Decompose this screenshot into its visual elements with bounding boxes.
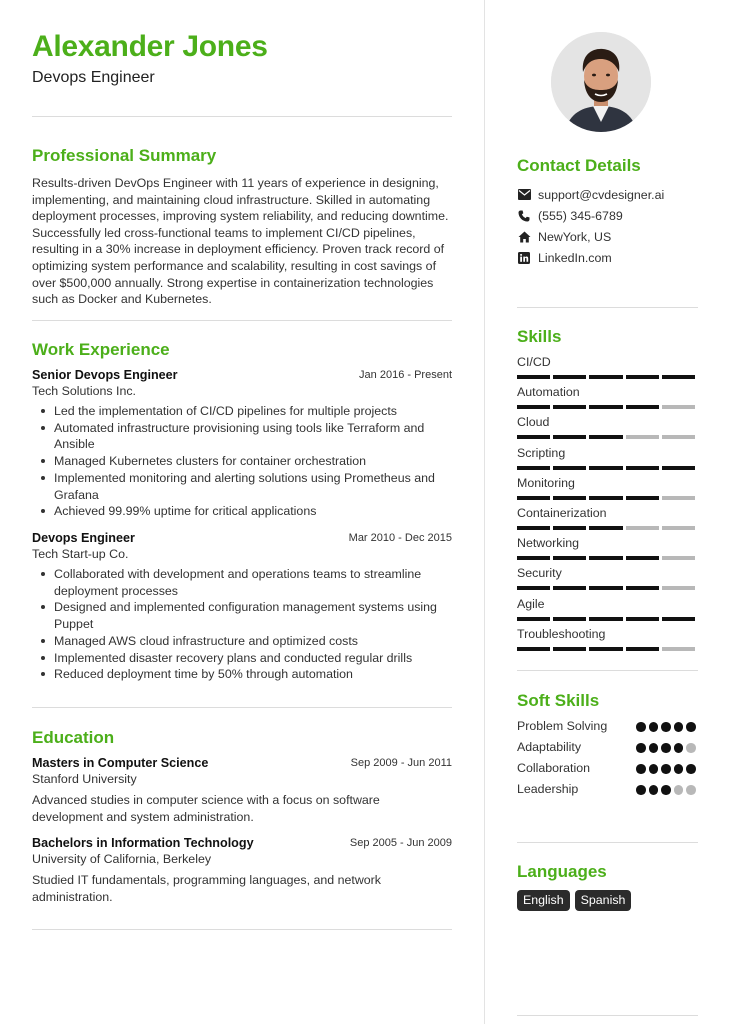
soft-skill-rating bbox=[636, 743, 696, 753]
skill-level-segment bbox=[589, 526, 622, 530]
job-bullet: Led the implementation of CI/CD pipelines for multiple projects bbox=[32, 403, 452, 420]
skill-level-segment bbox=[517, 375, 550, 379]
contact-location-text: NewYork, US bbox=[538, 229, 612, 244]
profile-photo bbox=[551, 32, 651, 132]
skill-level-segment bbox=[662, 405, 695, 409]
education-school: Stanford University bbox=[32, 772, 137, 786]
rating-dot bbox=[674, 743, 684, 753]
rating-dot bbox=[649, 785, 659, 795]
contact-list bbox=[517, 184, 698, 268]
phone-icon bbox=[517, 209, 531, 223]
skill-level-bar bbox=[517, 375, 695, 379]
skill-name: Cloud bbox=[517, 415, 550, 430]
rating-dot bbox=[636, 764, 646, 774]
skill-level-segment bbox=[626, 586, 659, 590]
job-entry bbox=[32, 531, 452, 683]
skill-level-segment bbox=[589, 435, 622, 439]
skill-name: Networking bbox=[517, 536, 579, 551]
skill-level-segment bbox=[589, 405, 622, 409]
linkedin-icon bbox=[517, 251, 531, 265]
summary-heading: Professional Summary bbox=[32, 146, 217, 165]
envelope-icon bbox=[517, 188, 531, 202]
contact-phone-text: (555) 345-6789 bbox=[538, 208, 623, 223]
soft-skill-name: Problem Solving bbox=[517, 719, 608, 733]
skill-level-segment bbox=[553, 647, 586, 651]
summary-text: Results-driven DevOps Engineer with 11 years of experience in designing, implementing, and maintaining cloud infrastructure. Skilled in automating deployment processes, improving system reliability, and reducing downtime. Successfully led cross-functional teams to implement CI/CD pipelines, resulting in a 30% increase in deployment efficiency. Proven track record of optimizing system performance and scalability, resulting in cost savings of over $500,000 annually. Strong expertise in containerization technologies such as Docker and Kubernetes. bbox=[32, 176, 449, 307]
skill-level-segment bbox=[662, 375, 695, 379]
skill-level-bar bbox=[517, 435, 695, 439]
skill-level-segment bbox=[553, 405, 586, 409]
skill-level-segment bbox=[626, 466, 659, 470]
job-bullet: Collaborated with development and operations teams to streamline deployment processes bbox=[32, 566, 452, 599]
skill-level-segment bbox=[662, 435, 695, 439]
skill-level-segment bbox=[662, 556, 695, 560]
skill-level-segment bbox=[662, 617, 695, 621]
education-divider bbox=[32, 929, 452, 930]
skill-level-bar bbox=[517, 556, 695, 560]
skill-item bbox=[517, 476, 698, 506]
job-company: Tech Solutions Inc. bbox=[32, 384, 137, 398]
job-company: Tech Start-up Co. bbox=[32, 547, 129, 561]
skill-item bbox=[517, 566, 698, 596]
soft-skill-name: Adaptability bbox=[517, 740, 582, 754]
rating-dot bbox=[686, 743, 696, 753]
skills-divider bbox=[517, 670, 698, 671]
rating-dot bbox=[661, 785, 671, 795]
job-bullet: Implemented disaster recovery plans and conducted regular drills bbox=[32, 650, 452, 667]
experience-divider bbox=[32, 707, 452, 708]
skill-name: Monitoring bbox=[517, 475, 575, 490]
skill-name: Troubleshooting bbox=[517, 626, 606, 641]
skill-item bbox=[517, 415, 698, 445]
skill-level-segment bbox=[517, 496, 550, 500]
job-entry bbox=[32, 368, 452, 520]
soft-skill-rating bbox=[636, 764, 696, 774]
rating-dot bbox=[674, 785, 684, 795]
skill-item bbox=[517, 355, 698, 385]
rating-dot bbox=[649, 743, 659, 753]
soft-skill-rating bbox=[636, 722, 696, 732]
skill-item bbox=[517, 385, 698, 415]
languages-list bbox=[517, 890, 631, 911]
skill-level-segment bbox=[553, 435, 586, 439]
skills-heading: Skills bbox=[517, 327, 562, 346]
skill-level-segment bbox=[589, 586, 622, 590]
skill-level-segment bbox=[517, 647, 550, 651]
rating-dot bbox=[686, 722, 696, 732]
skill-level-bar bbox=[517, 586, 695, 590]
skill-name: CI/CD bbox=[517, 355, 551, 369]
skill-level-segment bbox=[553, 586, 586, 590]
skill-level-bar bbox=[517, 647, 695, 651]
rating-dot bbox=[686, 785, 696, 795]
job-bullets bbox=[32, 566, 452, 683]
languages-divider bbox=[517, 1015, 698, 1016]
contact-email-text: support@cvdesigner.ai bbox=[538, 187, 665, 202]
column-divider bbox=[484, 0, 485, 1024]
contact-divider bbox=[517, 307, 698, 308]
skill-level-segment bbox=[517, 526, 550, 530]
skill-level-segment bbox=[589, 647, 622, 651]
skill-level-segment bbox=[517, 556, 550, 560]
skill-item bbox=[517, 506, 698, 536]
skill-level-segment bbox=[589, 466, 622, 470]
skill-item bbox=[517, 536, 698, 566]
skill-level-segment bbox=[662, 647, 695, 651]
soft-skill-name: Collaboration bbox=[517, 761, 591, 775]
candidate-name: Alexander Jones bbox=[32, 30, 268, 63]
skill-level-segment bbox=[589, 496, 622, 500]
soft-skill-item bbox=[517, 719, 698, 740]
rating-dot bbox=[649, 722, 659, 732]
job-bullet: Designed and implemented configuration management systems using Puppet bbox=[32, 599, 452, 632]
job-bullet: Managed AWS cloud infrastructure and optimized costs bbox=[32, 633, 452, 650]
education-school: University of California, Berkeley bbox=[32, 852, 212, 866]
rating-dot bbox=[649, 764, 659, 774]
skill-level-segment bbox=[553, 617, 586, 621]
contact-linkedin[interactable] bbox=[517, 247, 698, 268]
contact-heading: Contact Details bbox=[517, 156, 641, 175]
education-description: Studied IT fundamentals, programming languages, and network administration. bbox=[32, 873, 381, 904]
education-degree: Bachelors in Information Technology bbox=[32, 836, 254, 850]
soft-skill-name: Leadership bbox=[517, 782, 579, 796]
skill-level-segment bbox=[517, 617, 550, 621]
skill-name: Agile bbox=[517, 596, 545, 611]
soft-skill-item bbox=[517, 761, 698, 782]
skill-level-segment bbox=[626, 526, 659, 530]
rating-dot bbox=[636, 785, 646, 795]
skill-level-segment bbox=[589, 375, 622, 379]
rating-dot bbox=[661, 743, 671, 753]
job-bullet: Managed Kubernetes clusters for container orchestration bbox=[32, 453, 452, 470]
skill-level-segment bbox=[517, 586, 550, 590]
rating-dot bbox=[636, 722, 646, 732]
experience-heading: Work Experience bbox=[32, 340, 170, 359]
education-entry bbox=[32, 836, 452, 905]
education-degree: Masters in Computer Science bbox=[32, 756, 209, 770]
skill-level-segment bbox=[626, 617, 659, 621]
skill-level-segment bbox=[662, 496, 695, 500]
contact-email[interactable] bbox=[517, 184, 698, 205]
job-bullet: Implemented monitoring and alerting solutions using Prometheus and Grafana bbox=[32, 470, 452, 503]
soft-skills-heading: Soft Skills bbox=[517, 691, 600, 710]
job-title: Devops Engineer bbox=[32, 531, 135, 545]
rating-dot bbox=[686, 764, 696, 774]
contact-linkedin-text: LinkedIn.com bbox=[538, 250, 612, 265]
skill-name: Scripting bbox=[517, 445, 566, 460]
skill-level-segment bbox=[553, 526, 586, 530]
skill-level-segment bbox=[626, 405, 659, 409]
skill-item bbox=[517, 627, 698, 657]
skill-level-segment bbox=[553, 496, 586, 500]
skill-level-segment bbox=[589, 556, 622, 560]
header-divider bbox=[32, 116, 452, 117]
skill-level-segment bbox=[553, 375, 586, 379]
soft-skills-list bbox=[517, 719, 698, 803]
rating-dot bbox=[674, 722, 684, 732]
job-bullets bbox=[32, 403, 452, 520]
skill-level-segment bbox=[517, 466, 550, 470]
skill-level-segment bbox=[626, 496, 659, 500]
job-bullet: Reduced deployment time by 50% through automation bbox=[32, 666, 452, 683]
skill-name: Automation bbox=[517, 385, 580, 400]
skill-level-bar bbox=[517, 496, 695, 500]
skill-name: Containerization bbox=[517, 505, 607, 520]
job-title: Senior Devops Engineer bbox=[32, 368, 178, 382]
skill-level-bar bbox=[517, 466, 695, 470]
job-dates: Mar 2010 - Dec 2015 bbox=[348, 532, 452, 544]
skill-level-segment bbox=[553, 466, 586, 470]
education-dates: Sep 2005 - Jun 2009 bbox=[349, 837, 452, 849]
candidate-title: Devops Engineer bbox=[32, 69, 155, 86]
skills-list bbox=[517, 355, 698, 657]
soft-skills-divider bbox=[517, 842, 698, 843]
skill-item bbox=[517, 446, 698, 476]
skill-level-segment bbox=[662, 466, 695, 470]
skill-level-segment bbox=[626, 647, 659, 651]
skill-level-segment bbox=[626, 556, 659, 560]
rating-dot bbox=[674, 764, 684, 774]
languages-heading: Languages bbox=[517, 862, 607, 881]
education-dates: Sep 2009 - Jun 2011 bbox=[350, 757, 452, 769]
job-bullet: Achieved 99.99% uptime for critical applications bbox=[32, 503, 452, 520]
skill-item bbox=[517, 597, 698, 627]
skill-level-bar bbox=[517, 617, 695, 621]
summary-divider bbox=[32, 320, 452, 321]
education-heading: Education bbox=[32, 728, 115, 747]
soft-skill-rating bbox=[636, 785, 696, 795]
skill-level-segment bbox=[626, 435, 659, 439]
language-tag: Spanish bbox=[575, 890, 632, 911]
soft-skill-item bbox=[517, 782, 698, 803]
education-description: Advanced studies in computer science with a focus on software development and system administration. bbox=[32, 793, 380, 824]
skill-level-bar bbox=[517, 405, 695, 409]
skill-level-segment bbox=[589, 617, 622, 621]
education-entry bbox=[32, 756, 452, 825]
rating-dot bbox=[636, 743, 646, 753]
rating-dot bbox=[661, 722, 671, 732]
soft-skill-item bbox=[517, 740, 698, 761]
skill-level-segment bbox=[517, 435, 550, 439]
skill-level-segment bbox=[662, 586, 695, 590]
skill-level-bar bbox=[517, 526, 695, 530]
job-bullet: Automated infrastructure provisioning using tools like Terraform and Ansible bbox=[32, 420, 452, 453]
home-icon bbox=[517, 230, 531, 244]
language-tag: English bbox=[517, 890, 570, 911]
skill-level-segment bbox=[626, 375, 659, 379]
contact-location bbox=[517, 226, 698, 247]
skill-level-segment bbox=[517, 405, 550, 409]
skill-name: Security bbox=[517, 566, 562, 581]
contact-phone[interactable] bbox=[517, 205, 698, 226]
rating-dot bbox=[661, 764, 671, 774]
skill-level-segment bbox=[553, 556, 586, 560]
skill-level-segment bbox=[662, 526, 695, 530]
job-dates: Jan 2016 - Present bbox=[359, 369, 452, 381]
